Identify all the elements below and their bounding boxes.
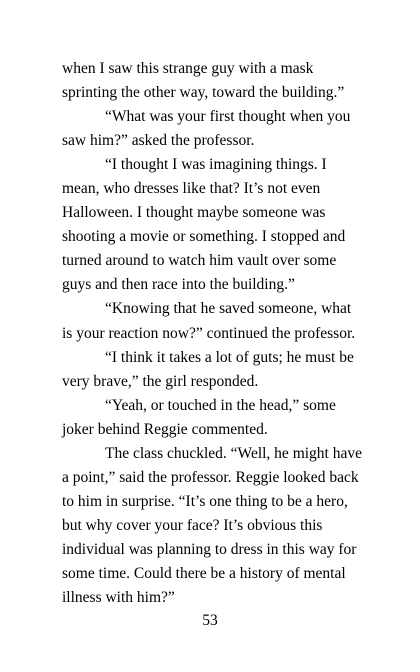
page-number: 53 (202, 612, 218, 629)
paragraph: “What was your first thought when you saw him?” asked the professor. (62, 108, 351, 150)
paragraph: The class chuckled. “Well, he might have a point,” said the professor. Reggie looked back to him in surprise. “It’s one thing to be a hero, but why cover your face? It’s obvious this individual was planning to dress in this way for some time. Could there be a history of mental illness with him?” (62, 444, 362, 607)
paragraph: “Yeah, or touched in the head,” some joker behind Reggie commented. (62, 396, 336, 438)
body-text (62, 57, 364, 610)
paragraph: “I thought I was imagining things. I mean, who dresses like that? It’s not even Halloween. I thought maybe someone was shooting a movie or something. I stopped and turned around to watch him vault over some guys and then race into the building.” (62, 156, 346, 294)
paragraph-continuation: when I saw this strange guy with a mask sprinting the other way, toward the building.” (62, 60, 345, 102)
paragraph: “Knowing that he saved someone, what is your reaction now?” continued the professor. (62, 300, 356, 342)
paragraph: “I think it takes a lot of guts; he must be very brave,” the girl responded. (62, 348, 354, 390)
